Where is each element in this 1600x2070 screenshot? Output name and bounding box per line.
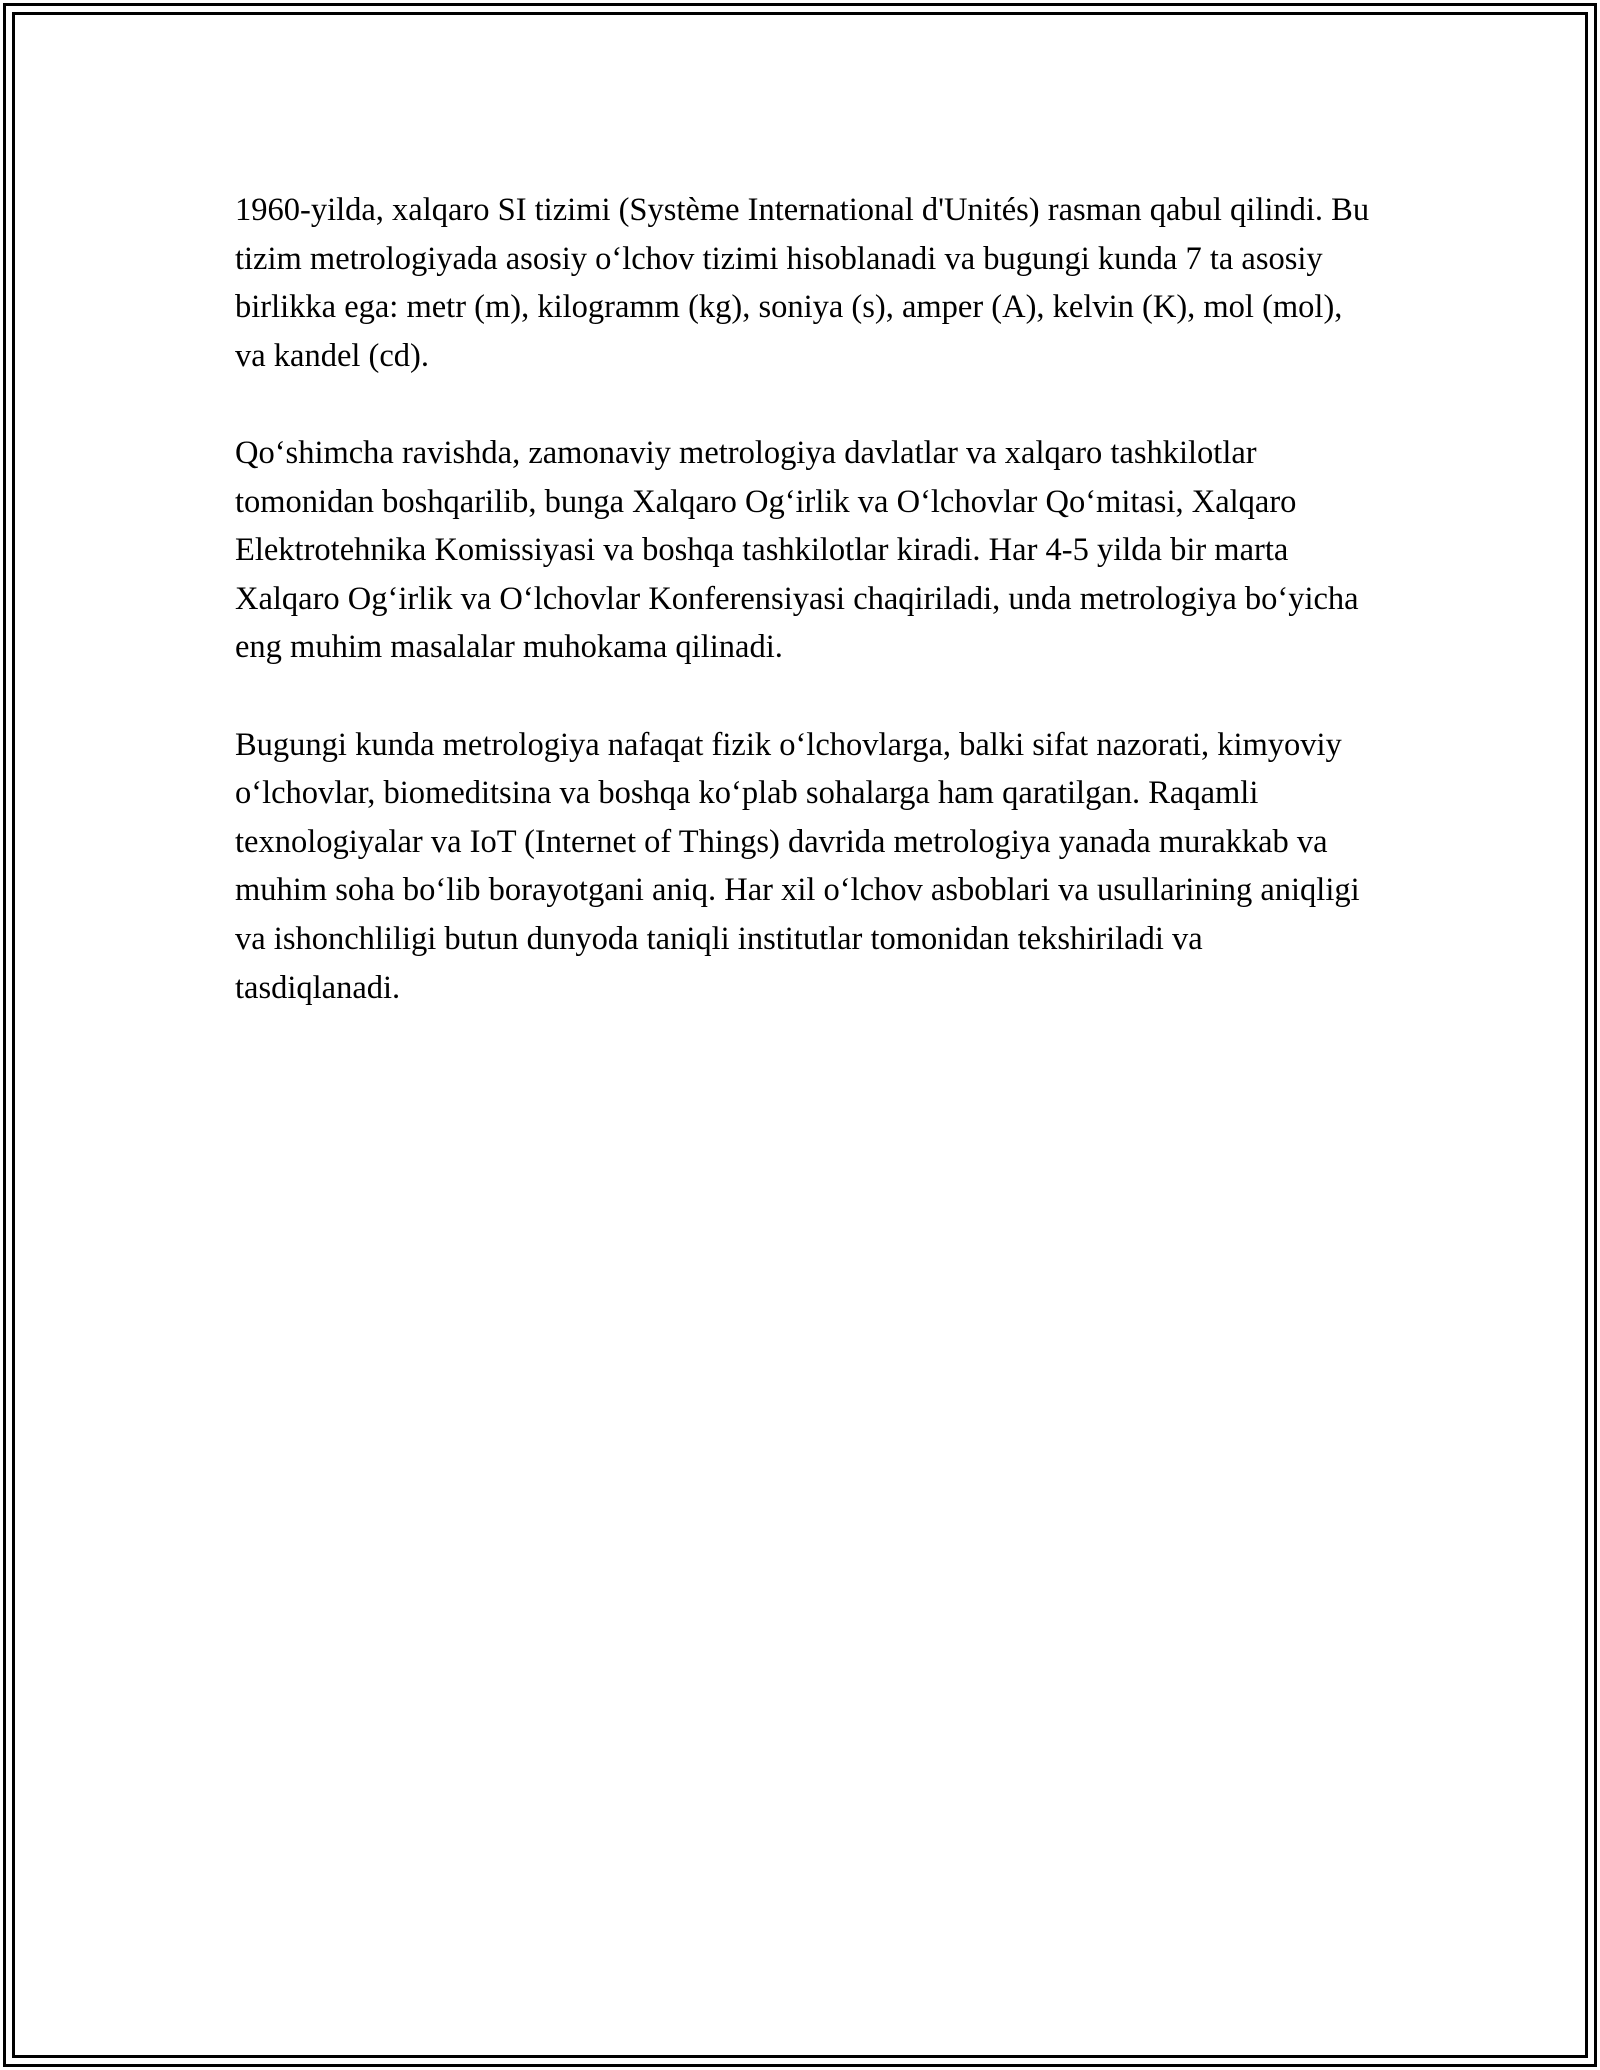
paragraph-si-system: 1960-yilda, xalqaro SI tizimi (Système International d'Unités) rasman qabul qilindi. Bu tizim metrologiyada asosiy oʻlchov tizimi hisoblanadi va bugungi kunda 7 ta asosiy birlikka ega: metr (m), kilogramm (kg), soniya (s), amper (A), kelvin (K), mol (mol), va kandel (cd). — [235, 192, 1370, 374]
document-body — [235, 186, 1375, 1061]
paragraph-international-organizations: Qoʻshimcha ravishda, zamonaviy metrologiya davlatlar va xalqaro tashkilotlar tomonidan boshqarilib, bunga Xalqaro Ogʻirlik va Oʻlchovlar Qoʻmitasi, Xalqaro Elektrotehnika Komissiyasi va boshqa tashkilotlar kiradi. Har 4-5 yilda bir marta Xalqaro Ogʻirlik va Oʻlchovlar Konferensiyasi chaqiriladi, unda metrologiya boʻyicha eng muhim masalalar muhokama qilinadi. — [235, 434, 1359, 666]
paragraph-modern-metrology: Bugungi kunda metrologiya nafaqat fizik oʻlchovlarga, balki sifat nazorati, kimyoviy oʻlchovlar, biomeditsina va boshqa koʻplab sohalarga ham qaratilgan. Raqamli texnologiyalar va IoT (Internet of Things) davrida metrologiya yanada murakkab va muhim soha boʻlib borayotgani aniq. Har xil oʻlchov asboblari va usullarining aniqligi va ishonchliligi butun dunyoda taniqli institutlar tomonidan tekshiriladi va tasdiqlanadi. — [235, 726, 1360, 1006]
